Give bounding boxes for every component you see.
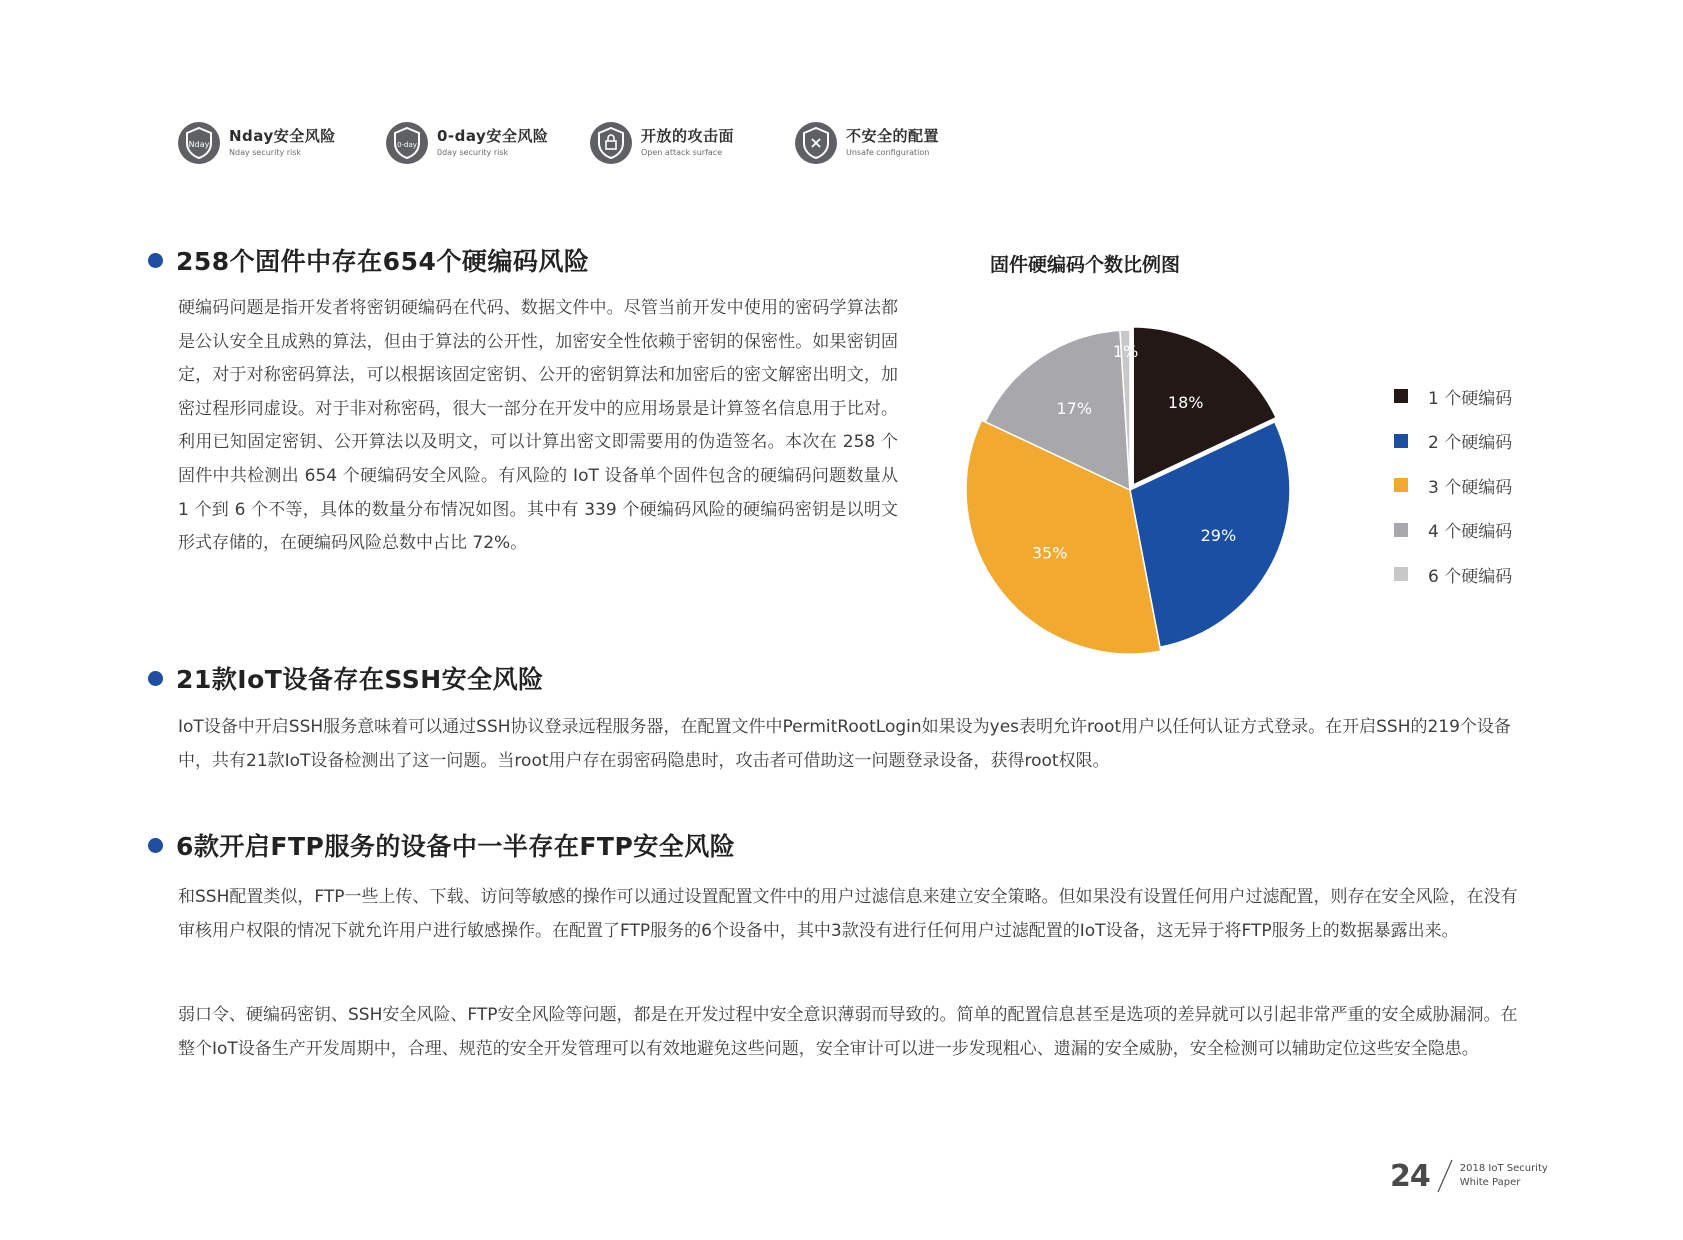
nday-shield-icon <box>178 122 220 164</box>
pie-slice-label: 1% <box>1112 341 1139 361</box>
pie-slice-label: 35% <box>1031 543 1068 563</box>
footer-line-2: White Paper <box>1459 1177 1521 1188</box>
risk-subtitle: Open attack surface <box>641 148 723 157</box>
risk-subtitle: Unsafe configuration <box>846 148 930 157</box>
legend-swatch <box>1394 567 1408 581</box>
legend-label: 6 个硬编码 <box>1428 566 1513 587</box>
section-title: 6款开启FTP服务的设备中一半存在FTP安全风险 <box>176 832 736 861</box>
section-heading-hardcode <box>148 242 589 278</box>
page-footer <box>1390 1158 1548 1194</box>
risk-subtitle: Nday security risk <box>229 148 302 157</box>
risk-title: 0-day安全风险 <box>437 127 549 145</box>
svg-text:Nday: Nday <box>188 140 210 149</box>
risk-title: 开放的攻击面 <box>641 127 735 145</box>
footer-caption <box>1460 1162 1548 1190</box>
bullet-dot <box>148 671 163 686</box>
0day-shield-icon <box>386 122 428 164</box>
legend-label: 4 个硬编码 <box>1428 522 1513 543</box>
risk-legend-bar <box>178 118 978 168</box>
risk-item-nday <box>178 118 336 168</box>
legend-label: 1 个硬编码 <box>1428 388 1513 409</box>
x-shield-icon <box>795 122 837 164</box>
legend-item <box>1394 419 1512 464</box>
pie-slice-label: 17% <box>1056 398 1093 418</box>
slash-divider <box>1432 1158 1458 1194</box>
chart-legend <box>1394 374 1512 597</box>
legend-swatch <box>1394 523 1408 537</box>
section-body-summary: 弱口令、硬编码密钥、SSH安全风险、FTP安全风险等问题，都是在开发过程中安全意识薄弱而导致的。简单的配置信息甚至是选项的差异就可以引起非常严重的安全威胁漏洞。在整个IoT设备生产开发周期中，合理、规范的安全开发管理可以有效地避免这些问题，安全审计可以进一步发现粗心、遗漏的安全威胁，安全检测可以辅助定位这些安全隐患。 <box>178 1005 1518 1059</box>
legend-label: 3 个硬编码 <box>1428 477 1513 498</box>
risk-item-0day <box>386 118 548 168</box>
legend-item <box>1394 463 1512 508</box>
pie-chart <box>940 300 1320 680</box>
section-title: 21款IoT设备存在SSH安全风险 <box>176 665 544 694</box>
legend-swatch <box>1394 478 1408 492</box>
section-heading-ftp <box>148 827 735 863</box>
legend-label: 2 个硬编码 <box>1428 433 1513 454</box>
legend-item <box>1394 552 1512 597</box>
chart-title: 固件硬编码个数比例图 <box>990 254 1181 276</box>
risk-title: 不安全的配置 <box>846 127 940 145</box>
bullet-dot <box>148 838 163 853</box>
bullet-dot <box>148 253 163 268</box>
risk-item-attack-surface <box>590 118 734 168</box>
legend-swatch <box>1394 389 1408 403</box>
pie-slice-label: 18% <box>1167 393 1204 413</box>
risk-title: Nday安全风险 <box>229 127 336 145</box>
risk-item-unsafe-config <box>795 118 939 168</box>
section-body-hardcode: 硬编码问题是指开发者将密钥硬编码在代码、数据文件中。尽管当前开发中使用的密码学算法都是公认安全且成熟的算法，但由于算法的公开性，加密安全性依赖于密钥的保密性。如果密钥固定，对于对称密码算法，可以根据该固定密钥、公开的密钥算法和加密后的密文解密出明文，加密过程形同虚设。对于非对称密码，很大一部分在开发中的应用场景是计算签名信息用于比对。利用已知固定密钥、公开算法以及明文，可以计算出密文即需要用的伪造签名。本次在 258 个固件中共检测出 654 个硬编码安全风险。有风险的 IoT 设备单个固件包含的硬编码问题数量从 1 个到 6 个不等，具体的数量分布情况如图。其中有 339 个硬编码风险的硬编码密钥是以明文形式存储的，在硬编码风险总数中占比 72%。 <box>178 298 898 554</box>
legend-item <box>1394 508 1512 553</box>
pie-slice-label: 29% <box>1200 526 1237 546</box>
footer-line-1: 2018 IoT Security <box>1459 1163 1548 1174</box>
section-body-ftp: 和SSH配置类似，FTP一些上传、下载、访问等敏感的操作可以通过设置配置文件中的用户过滤信息来建立安全策略。但如果没有设置任何用户过滤配置，则存在安全风险，在没有审核用户权限的情况下就允许用户进行敏感操作。在配置了FTP服务的6个设备中，其中3款没有进行任何用户过滤配置的IoT设备，这无异于将FTP服务上的数据暴露出来。 <box>178 887 1518 941</box>
section-title: 258个固件中存在654个硬编码风险 <box>176 247 590 276</box>
section-body-ssh: IoT设备中开启SSH服务意味着可以通过SSH协议登录远程服务器，在配置文件中PermitRootLogin如果设为yes表明允许root用户以任何认证方式登录。在开启SSH的219个设备中，共有21款IoT设备检测出了这一问题。当root用户存在弱密码隐患时，攻击者可借助这一问题登录设备，获得root权限。 <box>178 717 1511 771</box>
svg-text:0-day: 0-day <box>397 141 417 149</box>
lock-shield-icon <box>590 122 632 164</box>
page-number: 24 <box>1390 1158 1430 1194</box>
legend-swatch <box>1394 434 1408 448</box>
risk-subtitle: 0day security risk <box>437 148 509 157</box>
legend-item <box>1394 374 1512 419</box>
section-heading-ssh <box>148 660 544 696</box>
